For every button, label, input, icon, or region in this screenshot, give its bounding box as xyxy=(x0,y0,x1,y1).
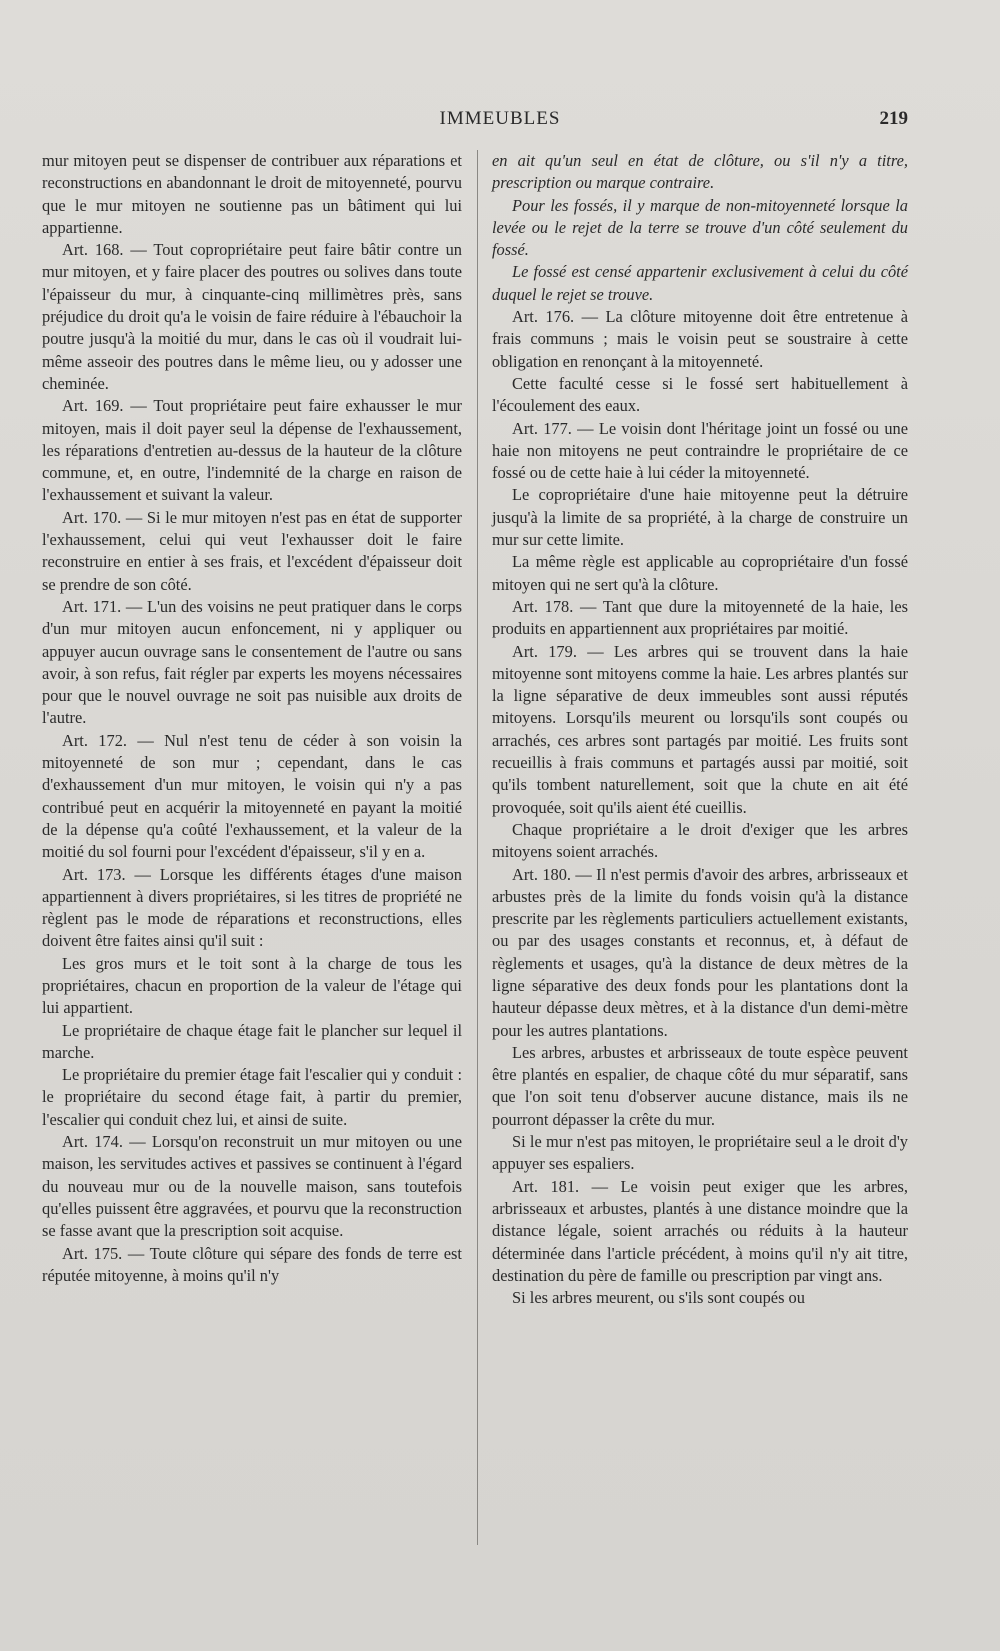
paragraph: Pour les fossés, il y marque de non-mitoyenneté lorsque la levée ou le rejet de la terre se trouve d'un côté seulement du fossé. xyxy=(492,195,908,260)
paragraph: Art. 181. — Le voisin peut exiger que les arbres, arbrisseaux et arbustes, plantés à une distance moindre que la distance légale, soient arrachés ou réduits à la hauteur déterminée dans l'article précédent, à moins qu'il n'y ait titre, destination du père de famille ou prescription par vingt ans. xyxy=(492,1176,908,1285)
column-rule xyxy=(477,150,478,1545)
paragraph: Art. 169. — Tout propriétaire peut faire exhausser le mur mitoyen, mais il doit payer seul la dépense de l'exhaussement, les réparations d'entretien au-dessus de la hauteur de la clôture commune, et, en outre, l'indemnité de la charge en raison de l'exhaussement et suivant la valeur. xyxy=(42,396,462,505)
paragraph: Si les arbres meurent, ou s'ils sont coupés ou xyxy=(512,1288,805,1308)
paragraph: Si le mur n'est pas mitoyen, le propriétaire seul a le droit d'y appuyer ses espaliers. xyxy=(492,1132,908,1174)
paragraph: La même règle est applicable au copropriétaire d'un fossé mitoyen qui ne sert qu'à la clôture. xyxy=(492,552,908,594)
left-column xyxy=(42,150,462,1287)
paragraph: Le propriétaire du premier étage fait l'escalier qui y conduit : le propriétaire du second étage fait, à partir du premier, l'escalier qui conduit chez lui, et ainsi de suite. xyxy=(42,1065,462,1129)
page-number: 219 xyxy=(879,108,908,129)
paragraph: Art. 174. — Lorsqu'on reconstruit un mur mitoyen ou une maison, les servitudes actives et passives se continuent à l'égard du nouveau mur ou de la nouvelle maison, sans toutefois qu'elles puissent être aggravées, et pourvu que la reconstruction se fasse avant que la prescription soit acquise. xyxy=(42,1132,462,1241)
running-title: IMMEUBLES xyxy=(439,108,561,129)
paragraph: Chaque propriétaire a le droit d'exiger que les arbres mitoyens soient arrachés. xyxy=(492,819,908,862)
paragraph: Art. 177. — Le voisin dont l'héritage joint un fossé ou une haie non mitoyens ne peut contraindre le propriétaire de ce fossé ou de cette haie à lui céder la mitoyenneté. xyxy=(492,418,908,483)
paragraph: Les arbres, arbustes et arbrisseaux de toute espèce peuvent être plantés en espalier, de chaque côté du mur séparatif, sans que l'on soit tenu d'observer aucune distance, mais ils ne pourront dépasser la crête du mur. xyxy=(492,1042,908,1129)
paragraph: Le copropriétaire d'une haie mitoyenne peut la détruire jusqu'à la limite de sa propriété, à la charge de construire un mur sur cette limite. xyxy=(492,485,908,550)
paragraph: Art. 180. — Il n'est permis d'avoir des arbres, arbrisseaux et arbustes près de la limite du fonds voisin qu'à la distance prescrite par les règlements particuliers actuellement existants, ou par des usages constants et reconnus, et, à défaut de règlements et usages, qu'à la distance de deux mètres de la ligne séparative des deux fonds pour les plantations dont la hauteur dépasse deux mètres, et à la distance d'un demi-mètre pour les autres plantations. xyxy=(492,864,908,1040)
paragraph: Art. 170. — Si le mur mitoyen n'est pas en état de supporter l'exhaussement, celui qui veut l'exhausser doit le faire reconstruire en entier à ses frais, et l'excédent d'épaisseur doit se prendre de son côté. xyxy=(42,507,462,594)
paragraph: Le propriétaire de chaque étage fait le plancher sur lequel il marche. xyxy=(42,1020,462,1062)
paragraph: mur mitoyen peut se dispenser de contribuer aux réparations et reconstructions en abandonnant le droit de mitoyenneté, pourvu que le mur mitoyen ne soutienne pas un bâtiment qui lui appartienne. xyxy=(42,151,462,237)
right-column xyxy=(492,150,908,1309)
paragraph: Art. 168. — Tout copropriétaire peut faire bâtir contre un mur mitoyen, et y faire placer des poutres ou solives dans toute l'épaisseur du mur, à cinquante-cinq millimètres près, sans préjudice du droit qu'a le voisin de faire réduire à l'ébauchoir la poutre jusqu'à la moitié du mur, dans le cas où il voudrait lui-même asseoir des poutres dans le même lieu, ou y adosser une cheminée. xyxy=(42,240,462,393)
paragraph: Art. 171. — L'un des voisins ne peut pratiquer dans le corps d'un mur mitoyen aucun enfoncement, ni y appliquer ou appuyer aucun ouvrage sans le consentement de l'autre ou sans avoir, à son refus, fait régler par experts les moyens nécessaires pour que le nouvel ouvrage ne soit pas nuisible aux droits de l'autre. xyxy=(42,596,462,728)
paragraph: Art. 173. — Lorsque les différents étages d'une maison appartiennent à divers propriétaires, si les titres de propriété ne règlent pas le mode de réparations et reconstructions, elles doivent être faites ainsi qu'il suit : xyxy=(42,864,462,951)
paragraph: Les gros murs et le toit sont à la charge de tous les propriétaires, chacun en proportion de la valeur de l'étage qui lui appartient. xyxy=(42,953,462,1018)
paragraph: Cette faculté cesse si le fossé sert habituellement à l'écoulement des eaux. xyxy=(492,373,908,416)
paragraph: Art. 172. — Nul n'est tenu de céder à son voisin la mitoyenneté de son mur ; cependant, dans le cas d'exhaussement d'un mur mitoyen, le voisin qui n'y a pas contribué peut en acquérir la mitoyenneté en payant la moitié de la dépense qu'a coûté l'exhaussement, et la valeur de la moitié du sol fourni pour l'excédent d'épaisseur, s'il y en a. xyxy=(42,730,462,862)
paragraph: Art. 179. — Les arbres qui se trouvent dans la haie mitoyenne sont mitoyens comme la haie. Les arbres plantés sur la ligne séparative de deux immeubles sont aussi réputés mitoyens. Lorsqu'ils meurent ou lorsqu'ils sont coupés ou arrachés, ces arbres sont partagés par moitié. Les fruits sont recueillis à frais communs et partagés aussi par moitié, soit qu'ils tombent naturellement, soit que la chute en ait été provoquée, soit qu'ils aient été cueillis. xyxy=(492,641,908,817)
paragraph: Art. 178. — Tant que dure la mitoyenneté de la haie, les produits en appartiennent aux propriétaires par moitié. xyxy=(492,596,908,639)
paragraph: en ait qu'un seul en état de clôture, ou s'il n'y a titre, prescription ou marque contraire. xyxy=(492,151,908,193)
paragraph: Art. 176. — La clôture mitoyenne doit être entretenue à frais communs ; mais le voisin peut se soustraire à cette obligation en renonçant à la mitoyenneté. xyxy=(492,307,908,371)
paragraph: Art. 175. — Toute clôture qui sépare des fonds de terre est réputée mitoyenne, à moins qu'il n'y xyxy=(42,1243,462,1285)
paragraph: Le fossé est censé appartenir exclusivement à celui du côté duquel le rejet se trouve. xyxy=(492,262,908,304)
